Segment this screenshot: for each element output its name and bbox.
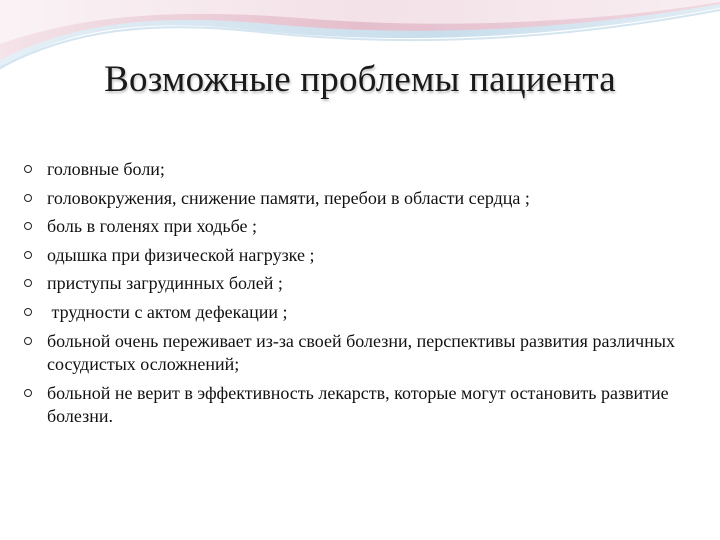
hollow-circle-icon	[24, 389, 32, 397]
hollow-circle-icon	[24, 194, 32, 202]
list-item	[24, 215, 684, 239]
list-item	[24, 187, 684, 211]
hollow-circle-icon	[24, 308, 32, 316]
list-item	[24, 301, 684, 325]
list-item-text: больной не верит в эффективность лекарств, которые могут остановить развитие болезни.	[47, 382, 669, 427]
list-item	[24, 244, 684, 268]
hollow-circle-icon	[24, 279, 32, 287]
slide-title: Возможные проблемы пациента	[104, 59, 616, 100]
list-item-text: головные боли;	[47, 159, 165, 179]
hollow-circle-icon	[24, 222, 32, 230]
bullet-list	[24, 158, 684, 434]
hollow-circle-icon	[24, 337, 32, 345]
list-item-text: больной очень переживает из-за своей болезни, перспективы развития различных сосудистых осложнений;	[47, 330, 675, 375]
list-item	[24, 272, 684, 296]
hollow-circle-icon	[24, 251, 32, 259]
list-item-text: приступы загрудинных болей ;	[47, 273, 283, 294]
hollow-circle-icon	[24, 165, 32, 173]
list-item-text: боль в голенях при ходьбе ;	[47, 216, 258, 237]
list-item-text: одышка при физической нагрузке ;	[47, 244, 315, 265]
list-item	[24, 330, 684, 377]
list-item-text: головокружения, снижение памяти, перебои в области сердца ;	[47, 187, 530, 208]
list-item-text: трудности с актом дефекации ;	[47, 301, 288, 322]
list-item	[24, 158, 684, 182]
list-item	[24, 382, 684, 429]
